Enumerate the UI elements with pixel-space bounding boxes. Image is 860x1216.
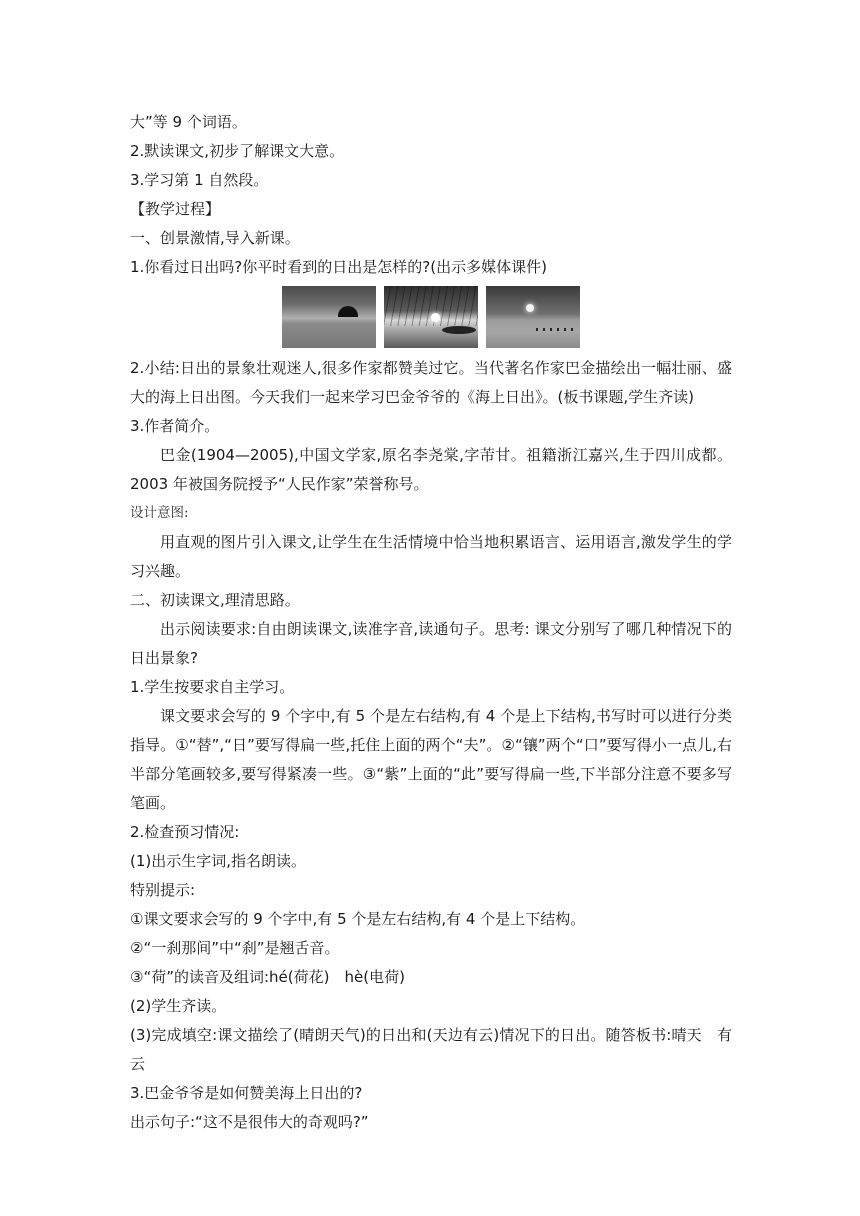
- text-line: 2.默读课文,初步了解课文大意。: [130, 142, 345, 160]
- text-line: 3.学习第 1 自然段。: [130, 171, 269, 189]
- text-line: ①课文要求会写的 9 个字中,有 5 个是左右结构,有 4 个是上下结构。: [130, 910, 586, 928]
- lesson-plan-body: [130, 108, 732, 1137]
- author-heading: 3.作者简介。: [130, 417, 220, 435]
- sun-icon: [526, 304, 534, 312]
- author-paragraph: 巴金(1904—2005),中国文学家,原名李尧棠,字芾甘。祖籍浙江嘉兴,生于四川成都。2003 年被国务院授予“人民作家”荣誉称号。: [130, 446, 732, 493]
- sun-icon: [431, 313, 440, 322]
- section-heading-2: 二、初读课文,理清思路。: [130, 591, 300, 609]
- sunrise-photo-reeds-lake: [384, 286, 478, 348]
- text-line: 1.你看过日出吗?你平时看到的日出是怎样的?(出示多媒体课件): [130, 258, 547, 276]
- sunrise-image-row: [130, 286, 732, 348]
- text-line: 特别提示:: [130, 881, 196, 899]
- text-line: (1)出示生字词,指名朗读。: [130, 852, 307, 870]
- sunrise-photo-beach: [486, 286, 580, 348]
- section-heading-teaching-process: 【教学过程】: [130, 200, 221, 218]
- text-line: ③“荷”的读音及组词:hé(荷花) hè(电荷): [130, 968, 405, 986]
- island-decoration: [442, 326, 476, 334]
- text-line: 出示句子:“这不是很伟大的奇观吗?”: [130, 1113, 369, 1131]
- section-heading-1: 一、创景激情,导入新课。: [130, 229, 300, 247]
- design-intent-paragraph: 用直观的图片引入课文,让学生在生活情境中恰当地积累语言、运用语言,激发学生的学习兴趣。: [130, 533, 732, 580]
- text-line: 3.巴金爷爷是如何赞美海上日出的?: [130, 1084, 363, 1102]
- sun-icon: [338, 306, 358, 317]
- text-line: 大”等 9 个词语。: [130, 113, 247, 131]
- step-line: 1.学生按要求自主学习。: [130, 678, 295, 696]
- design-intent-label: 设计意图:: [130, 505, 189, 521]
- writing-guidance-paragraph: 课文要求会写的 9 个字中,有 5 个是左右结构,有 4 个是上下结构,书写时可以进行分类指导。①“替”,“日”要写得扁一些,托住上面的两个“夫”。②“镶”两个“口”要写得小一点儿,右半部分笔画较多,要写得紧凑一些。③“紫”上面的“此”要写得扁一些,下半部分注意不要多写笔画。: [130, 707, 732, 812]
- fill-in-paragraph: (3)完成填空:课文描绘了(晴朗天气)的日出和(天边有云)情况下的日出。随答板书:晴天 有云: [130, 1026, 732, 1073]
- people-silhouettes: [536, 328, 576, 331]
- summary-paragraph: 2.小结:日出的景象壮观迷人,很多作家都赞美过它。当代著名作家巴金描绘出一幅壮丽、盛大的海上日出图。今天我们一起来学习巴金爷爷的《海上日出》。(板书课题,学生齐读): [130, 359, 732, 406]
- text-line: 2.检查预习情况:: [130, 823, 240, 841]
- text-line: ②“一刹那间”中“刹”是翘舌音。: [130, 939, 340, 957]
- reading-requirement-paragraph: 出示阅读要求:自由朗读课文,读准字音,读通句子。思考: 课文分别写了哪几种情况下的日出景象?: [130, 620, 732, 667]
- text-line: (2)学生齐读。: [130, 997, 227, 1015]
- sunrise-photo-sea-horizon: [282, 286, 376, 348]
